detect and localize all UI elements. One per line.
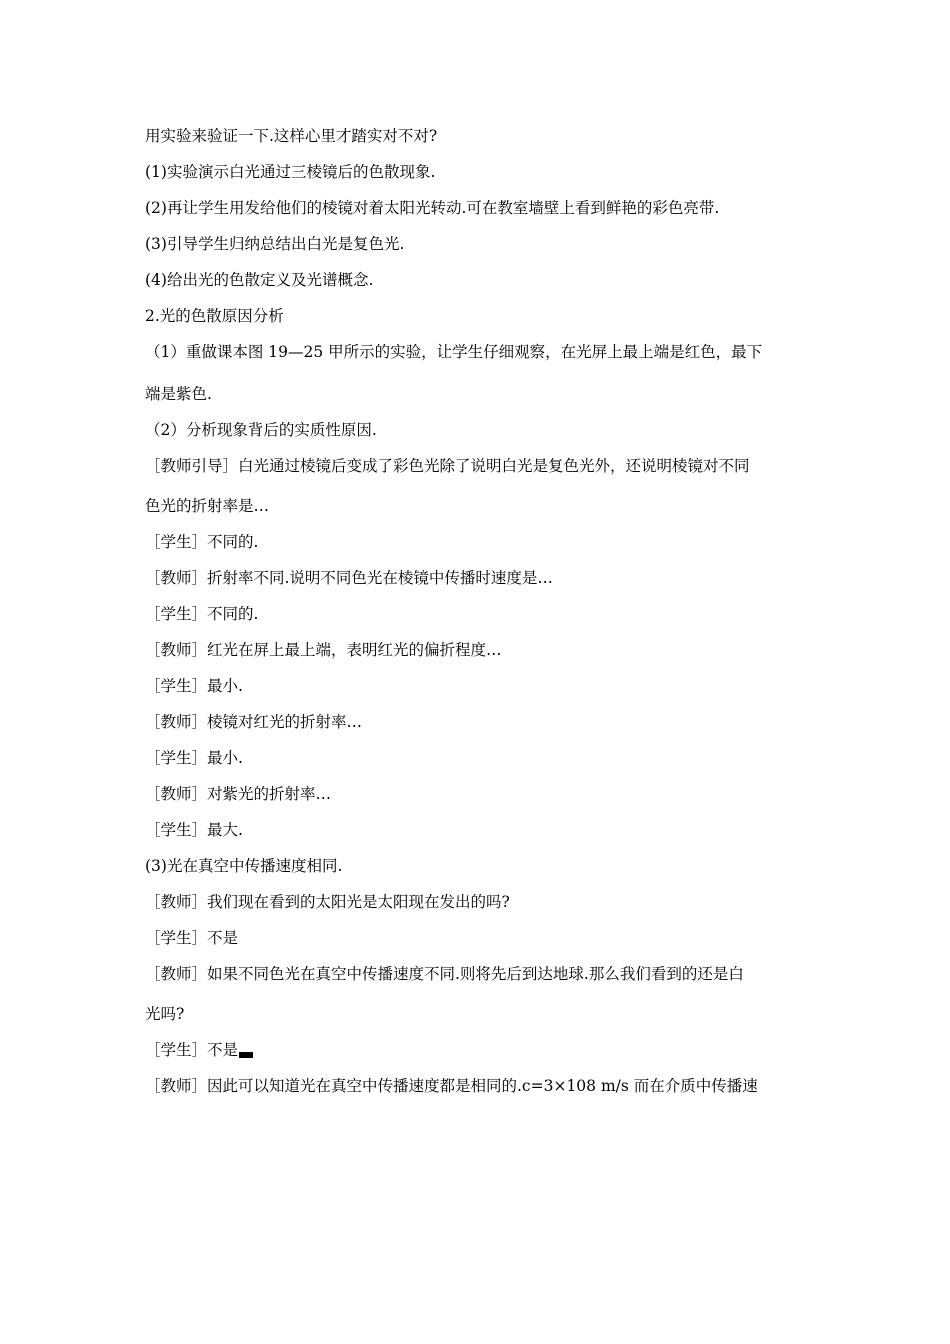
text-line: ［教师］因此可以知道光在真空中传播速度都是相同的.c=3×108 m/s 而在介质中传播速 — [145, 1077, 758, 1095]
text-line: ［教师］红光在屏上最上端，表明红光的偏折程度… — [145, 641, 502, 659]
text-line: (3)引导学生归纳总结出白光是复色光. — [145, 235, 405, 253]
text-line: ［学生］不同的. — [145, 533, 259, 551]
text-line: ［学生］最小. — [145, 677, 243, 695]
text-line: 光吗? — [145, 1005, 185, 1023]
text-line: （2）分析现象背后的实质性原因. — [145, 421, 377, 439]
text-line: ［教师］对紫光的折射率… — [145, 785, 332, 803]
text-line: 用实验来验证一下.这样心里才踏实对不对? — [145, 127, 438, 145]
text-line: (4)给出光的色散定义及光谱概念. — [145, 271, 374, 289]
text-line: ［教师］棱镜对红光的折射率… — [145, 713, 363, 731]
text-line: 端是紫色. — [145, 385, 212, 403]
text-line-content: ［学生］不是 — [145, 1041, 239, 1059]
text-line: (1)实验演示白光通过三棱镜后的色散现象. — [145, 163, 436, 181]
text-line: ［教师］我们现在看到的太阳光是太阳现在发出的吗? — [145, 893, 510, 911]
text-line — [145, 1040, 815, 1060]
text-line: 色光的折射率是… — [145, 497, 270, 515]
text-line: ［学生］最小. — [145, 749, 243, 767]
text-line: ［学生］不同的. — [145, 605, 259, 623]
text-line: （1）重做课本图 19—25 甲所示的实验，让学生仔细观察，在光屏上最上端是红色，最下 — [145, 343, 763, 361]
text-line: ［教师引导］白光通过棱镜后变成了彩色光除了说明白光是复色光外，还说明棱镜对不同 — [145, 457, 750, 475]
text-line: ［学生］不是 — [145, 929, 239, 947]
text-line: (3)光在真空中传播速度相同. — [145, 857, 343, 875]
section-heading: 2.光的色散原因分析 — [145, 307, 284, 325]
text-line: (2)再让学生用发给他们的棱镜对着太阳光转动.可在教室墙壁上看到鲜艳的彩色亮带. — [145, 199, 720, 217]
text-line: ［学生］最大. — [145, 821, 243, 839]
text-line: ［教师］如果不同色光在真空中传播速度不同.则将先后到达地球.那么我们看到的还是白 — [145, 965, 744, 983]
text-cursor-mark — [239, 1052, 253, 1058]
text-line: ［教师］折射率不同.说明不同色光在棱镜中传播时速度是… — [145, 569, 553, 587]
